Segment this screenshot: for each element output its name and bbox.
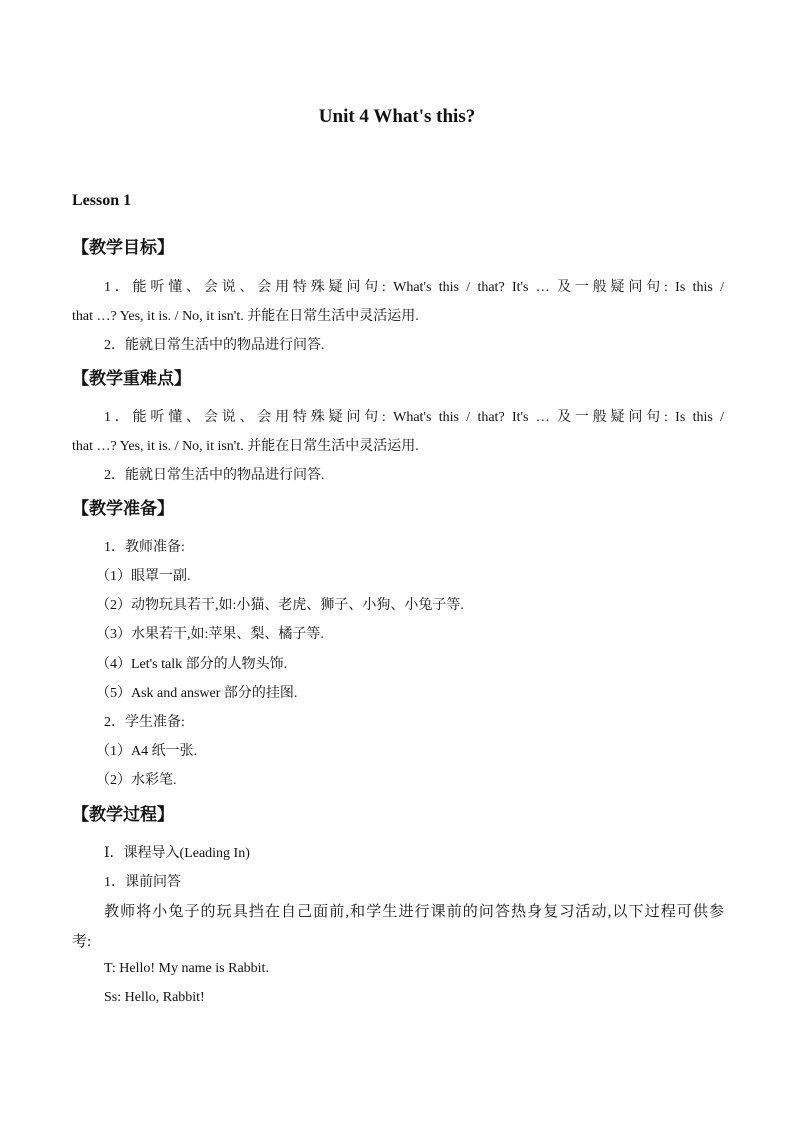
goals-item1-line1: 1．能听懂、会说、会用特殊疑问句: What's this / that? It's … 及一般疑问句: Is this / [104,280,724,295]
keypoints-item2: 2．能就日常生活中的物品进行问答. [104,468,325,483]
lesson-heading: Lesson 1 [72,192,132,209]
prep-student-item-2: （2）水彩笔. [96,773,177,788]
goals-item2: 2．能就日常生活中的物品进行问答. [104,338,325,353]
prep-teacher-item-3: （3）水果若干,如:苹果、梨、橘子等. [96,627,324,642]
goals-item1-line2: that …? Yes, it is. / No, it isn't. 并能在日常生活中灵活运用. [72,309,419,324]
prep-teacher: 1．教师准备: [104,540,185,555]
process-paragraph-line1: 教师将小兔子的玩具挡在自己面前,和学生进行课前的问答热身复习活动,以下过程可供参 [104,904,724,920]
dialog-line-2: Ss: Hello, Rabbit! [104,990,205,1005]
dialog-line-1: T: Hello! My name is Rabbit. [104,961,269,976]
process-step-1: 1．课前问答 [104,875,181,890]
keypoints-item1-line1: 1．能听懂、会说、会用特殊疑问句: What's this / that? It's … 及一般疑问句: Is this / [104,410,724,425]
prep-student: 2．学生准备: [104,715,185,730]
prep-heading: 【教学准备】 [72,499,174,518]
process-section-1: Ⅰ．课程导入(Leading In) [104,846,250,861]
prep-teacher-item-1: （1）眼罩一副. [96,569,191,584]
keypoints-item1-line2: that …? Yes, it is. / No, it isn't. 并能在日常生活中灵活运用. [72,439,419,454]
prep-teacher-item-5: （5）Ask and answer 部分的挂图. [96,686,298,701]
prep-teacher-item-4: （4）Let's talk 部分的人物头饰. [96,657,288,672]
prep-student-item-1: （1）A4 纸一张. [96,744,198,759]
process-heading: 【教学过程】 [72,805,174,824]
prep-teacher-item-2: （2）动物玩具若干,如:小猫、老虎、狮子、小狗、小兔子等. [96,598,464,613]
process-paragraph-line2: 考: [72,934,92,950]
document-title: Unit 4 What's this? [318,106,476,127]
goals-heading: 【教学目标】 [72,238,174,257]
keypoints-heading: 【教学重难点】 [72,369,191,388]
